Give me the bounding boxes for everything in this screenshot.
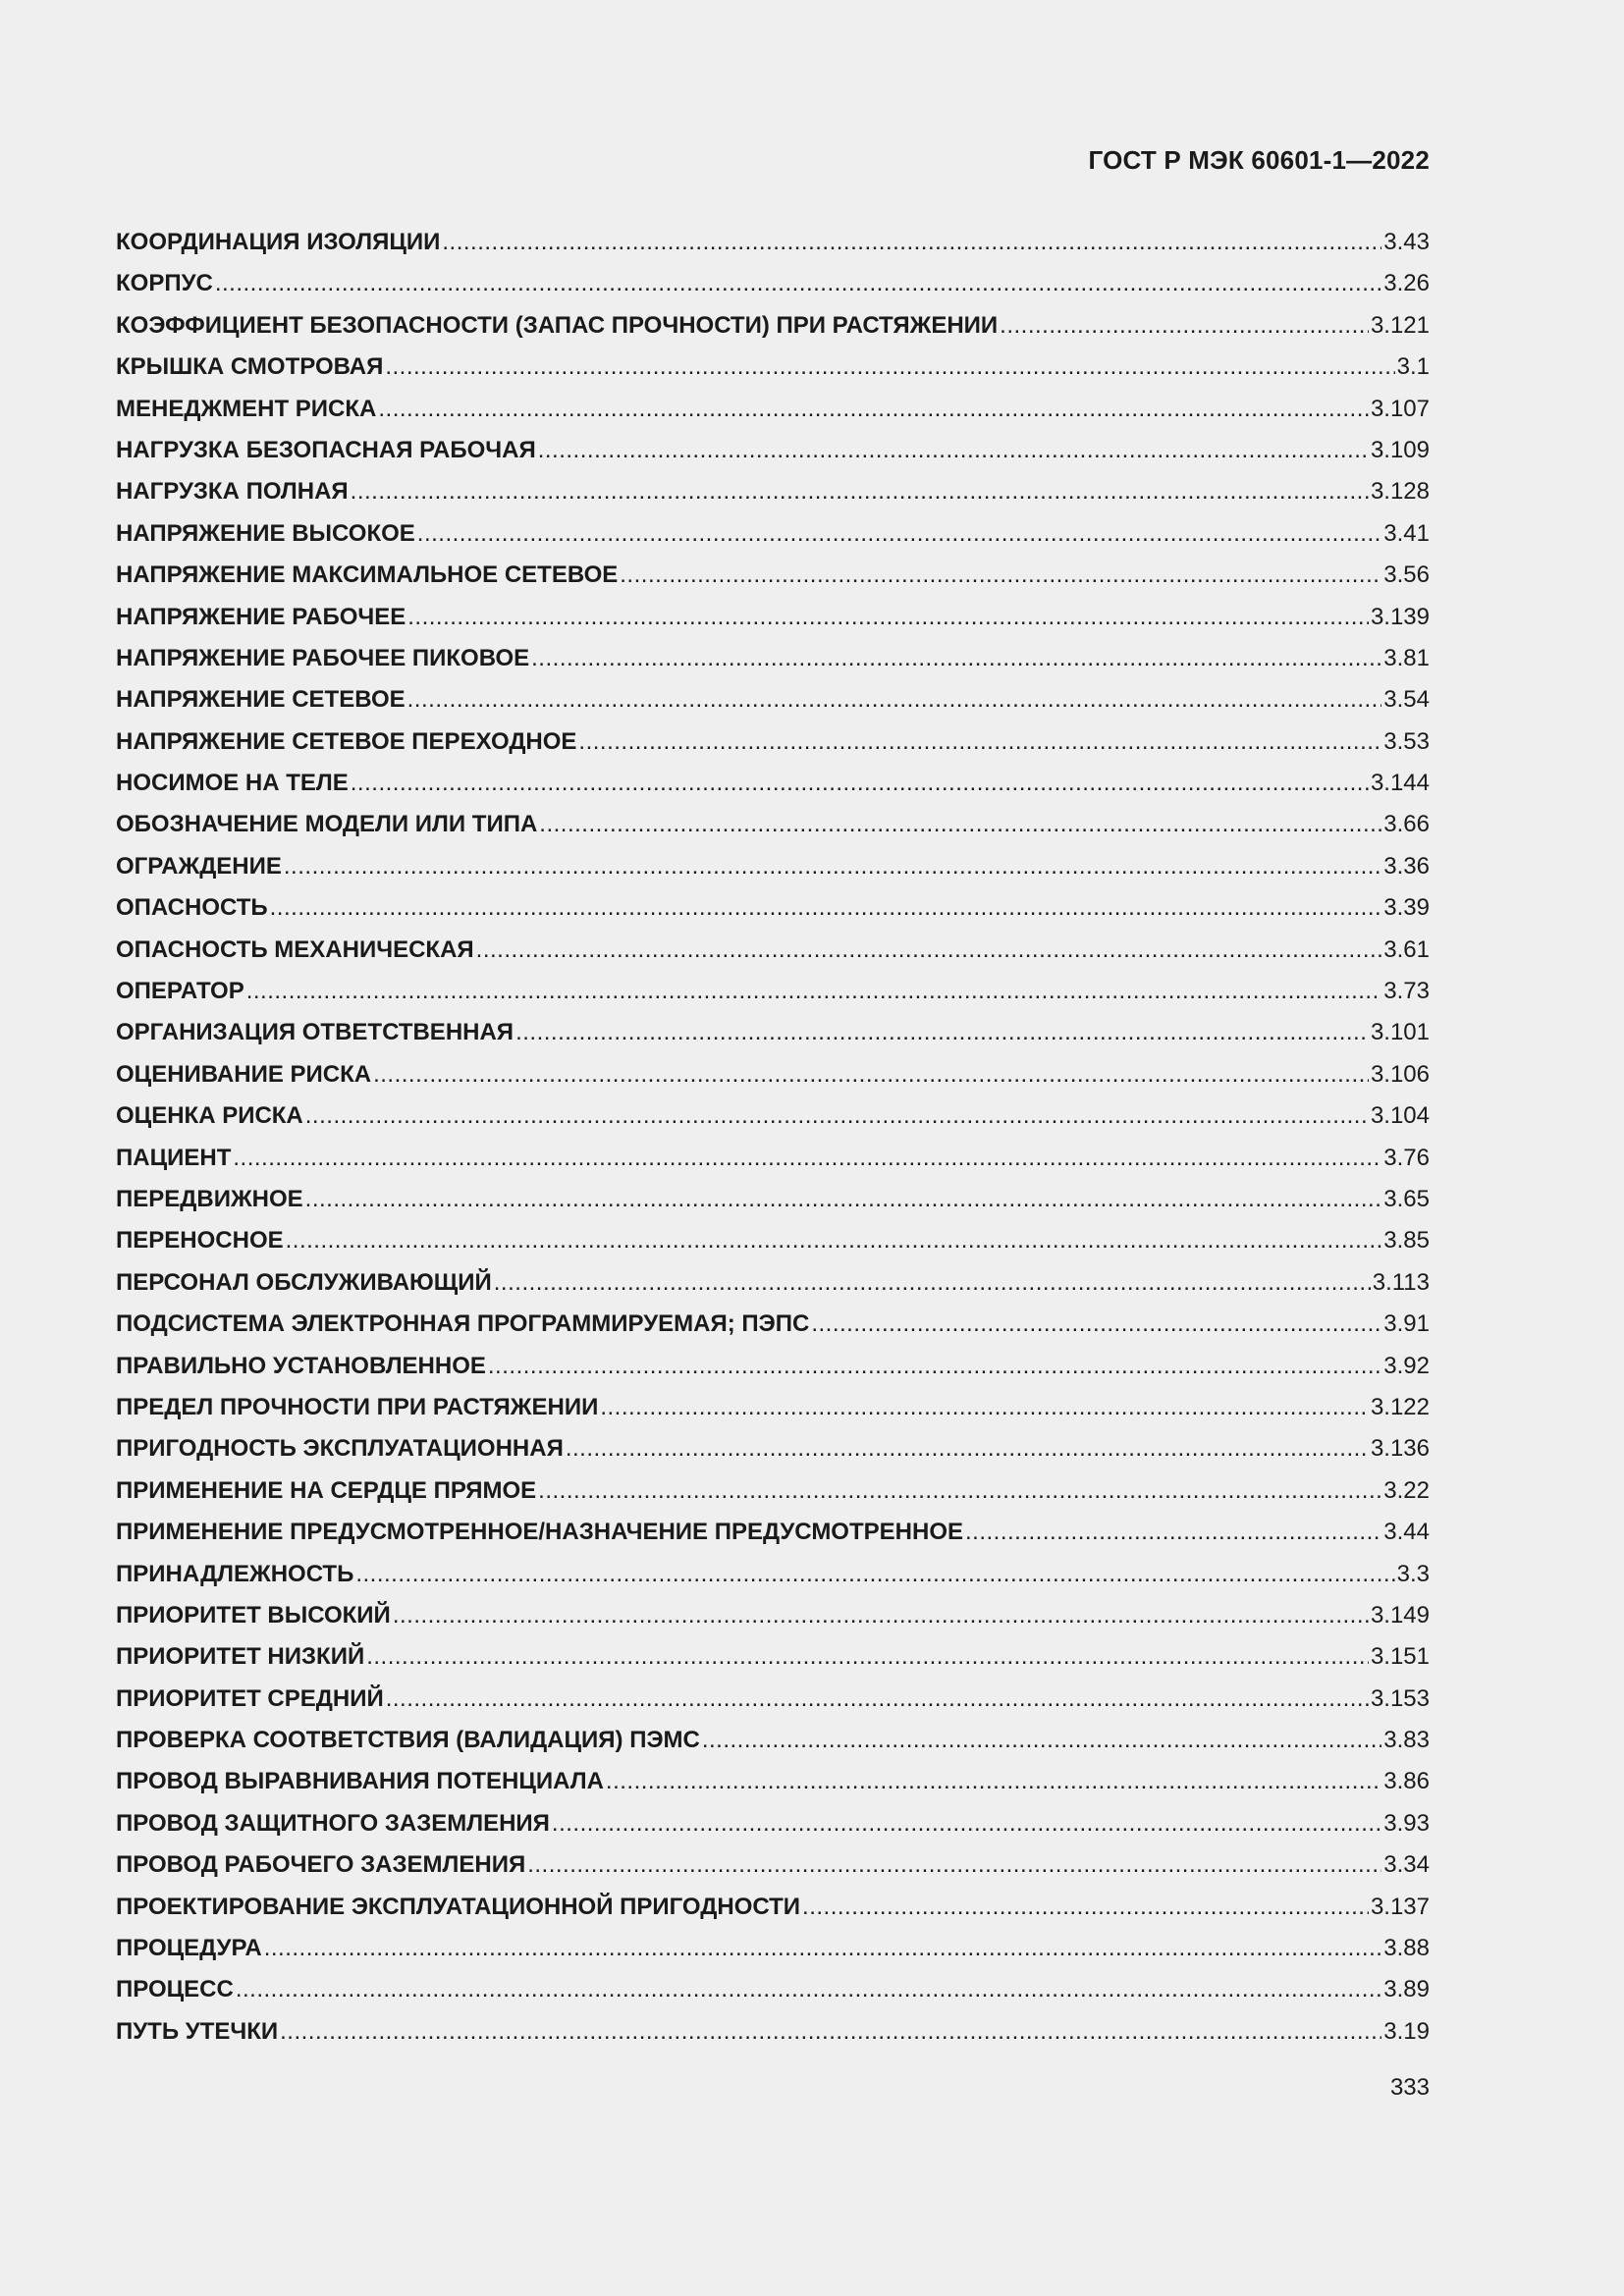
dot-leader bbox=[385, 347, 1394, 388]
index-entry-reference: 3.86 bbox=[1383, 1768, 1430, 1795]
dot-leader bbox=[811, 1304, 1381, 1345]
dot-leader bbox=[417, 513, 1382, 555]
index-entry bbox=[116, 930, 1430, 971]
index-entry bbox=[116, 1428, 1430, 1469]
dot-leader bbox=[215, 263, 1381, 304]
index-entry-term: НАГРУЗКА БЕЗОПАСНАЯ РАБОЧАЯ bbox=[116, 436, 536, 463]
index-entry bbox=[116, 1220, 1430, 1261]
index-entry-reference: 3.36 bbox=[1383, 852, 1430, 880]
dot-leader bbox=[606, 1761, 1381, 1802]
index-entry-reference: 3.153 bbox=[1370, 1684, 1430, 1712]
index-entry-reference: 3.137 bbox=[1370, 1893, 1430, 1920]
index-entry-term: ПРАВИЛЬНО УСТАНОВЛЕННОЕ bbox=[116, 1352, 486, 1379]
index-entry bbox=[116, 1969, 1430, 2010]
dot-leader bbox=[531, 638, 1381, 679]
dot-leader bbox=[566, 1428, 1369, 1469]
dot-leader bbox=[539, 804, 1381, 845]
dot-leader bbox=[305, 1179, 1382, 1220]
index-entry-term: ПЕРЕДВИЖНОЕ bbox=[116, 1185, 303, 1212]
index-entry-term: ОЦЕНКА РИСКА bbox=[116, 1102, 303, 1130]
index-entry bbox=[116, 1262, 1430, 1304]
index-entry-term: КОРПУС bbox=[116, 270, 213, 297]
index-entry bbox=[116, 638, 1430, 679]
dot-leader bbox=[527, 1844, 1381, 1886]
index-entry-reference: 3.19 bbox=[1383, 2017, 1430, 2045]
index-entry-term: ПРОВЕРКА СООТВЕТСТВИЯ (ВАЛИДАЦИЯ) ПЭМС bbox=[116, 1727, 700, 1754]
dot-leader bbox=[286, 1220, 1382, 1261]
index-entry-reference: 3.43 bbox=[1383, 229, 1430, 255]
dot-leader bbox=[1000, 305, 1369, 347]
index-entry-reference: 3.89 bbox=[1383, 1976, 1430, 2003]
index-entry-term: МЕНЕДЖМЕНТ РИСКА bbox=[116, 395, 377, 422]
index-entry-reference: 3.85 bbox=[1383, 1227, 1430, 1255]
index-entry bbox=[116, 1595, 1430, 1636]
index-entry-term: КРЫШКА СМОТРОВАЯ bbox=[116, 353, 384, 381]
dot-leader bbox=[476, 930, 1382, 971]
index-entry-term: НАПРЯЖЕНИЕ ВЫСОКОЕ bbox=[116, 519, 415, 547]
index-entry bbox=[116, 721, 1430, 763]
dot-leader bbox=[702, 1720, 1381, 1761]
index-entry-reference: 3.104 bbox=[1370, 1102, 1430, 1130]
index-entry-reference: 3.149 bbox=[1370, 1601, 1430, 1629]
index-entry bbox=[116, 305, 1430, 347]
terms-index-list bbox=[116, 222, 1430, 2053]
dot-leader bbox=[366, 1636, 1369, 1678]
index-entry-term: НАПРЯЖЕНИЕ РАБОЧЕЕ bbox=[116, 603, 406, 630]
dot-leader bbox=[965, 1512, 1381, 1553]
index-entry-reference: 3.44 bbox=[1383, 1519, 1430, 1546]
index-entry-reference: 3.41 bbox=[1383, 519, 1430, 547]
dot-leader bbox=[351, 471, 1369, 512]
dot-leader bbox=[233, 1138, 1381, 1179]
index-entry bbox=[116, 887, 1430, 929]
index-entry-term: НАПРЯЖЕНИЕ МАКСИМАЛЬНОЕ СЕТЕВОЕ bbox=[116, 561, 619, 589]
dot-leader bbox=[355, 1554, 1394, 1595]
dot-leader bbox=[264, 1928, 1382, 1969]
dot-leader bbox=[407, 679, 1382, 721]
dot-leader bbox=[393, 1595, 1369, 1636]
index-entry-term: ОПАСНОСТЬ МЕХАНИЧЕСКАЯ bbox=[116, 935, 474, 963]
index-entry-term: НАПРЯЖЕНИЕ СЕТЕВОЕ ПЕРЕХОДНОЕ bbox=[116, 727, 577, 755]
index-entry bbox=[116, 430, 1430, 471]
document-header-standard-id: ГОСТ Р МЭК 60601-1—2022 bbox=[1088, 145, 1430, 175]
index-entry-reference: 3.139 bbox=[1370, 603, 1430, 630]
index-entry bbox=[116, 1138, 1430, 1179]
index-entry-reference: 3.54 bbox=[1383, 686, 1430, 714]
index-entry-term: ПРЕДЕЛ ПРОЧНОСТИ ПРИ РАСТЯЖЕНИИ bbox=[116, 1393, 599, 1420]
dot-leader bbox=[236, 1969, 1381, 2010]
index-entry-term: НОСИМОЕ НА ТЕЛЕ bbox=[116, 770, 349, 797]
index-entry-term: ПРИМЕНЕНИЕ ПРЕДУСМОТРЕННОЕ/НАЗНАЧЕНИЕ ПРЕДУСМОТРЕННОЕ bbox=[116, 1519, 963, 1546]
dot-leader bbox=[494, 1262, 1371, 1304]
index-entry bbox=[116, 389, 1430, 430]
index-entry-reference: 3.39 bbox=[1383, 894, 1430, 922]
index-entry bbox=[116, 555, 1430, 596]
index-entry-term: ПРИОРИТЕТ НИЗКИЙ bbox=[116, 1643, 365, 1671]
index-entry bbox=[116, 1304, 1430, 1345]
index-entry-term: ПРОЦЕДУРА bbox=[116, 1935, 262, 1962]
index-entry-reference: 3.65 bbox=[1383, 1185, 1430, 1212]
dot-leader bbox=[488, 1346, 1381, 1387]
index-entry-reference: 3.122 bbox=[1370, 1393, 1430, 1420]
index-entry bbox=[116, 1512, 1430, 1553]
index-entry bbox=[116, 1679, 1430, 1720]
index-entry bbox=[116, 971, 1430, 1012]
index-entry-reference: 3.136 bbox=[1370, 1435, 1430, 1463]
index-entry-term: КОЭФФИЦИЕНТ БЕЗОПАСНОСТИ (ЗАПАС ПРОЧНОСТИ) ПРИ РАСТЯЖЕНИИ bbox=[116, 311, 999, 339]
dot-leader bbox=[378, 389, 1369, 430]
index-entry bbox=[116, 1095, 1430, 1137]
index-entry bbox=[116, 1054, 1430, 1095]
index-entry-reference: 3.73 bbox=[1383, 978, 1430, 1005]
index-entry bbox=[116, 1844, 1430, 1886]
index-entry-term: ОГРАЖДЕНИЕ bbox=[116, 852, 282, 880]
index-entry-term: ПЕРЕНОСНОЕ bbox=[116, 1227, 284, 1255]
index-entry bbox=[116, 763, 1430, 804]
page-number: 333 bbox=[1389, 2074, 1430, 2101]
index-entry bbox=[116, 263, 1430, 304]
index-entry-reference: 3.56 bbox=[1383, 561, 1430, 589]
dot-leader bbox=[802, 1887, 1369, 1928]
index-entry-reference: 3.3 bbox=[1396, 1560, 1430, 1587]
index-entry-reference: 3.106 bbox=[1370, 1060, 1430, 1088]
index-entry-reference: 3.53 bbox=[1383, 727, 1430, 755]
index-entry-term: ПРИНАДЛЕЖНОСТЬ bbox=[116, 1560, 354, 1587]
index-entry-term: НАПРЯЖЕНИЕ РАБОЧЕЕ ПИКОВОЕ bbox=[116, 644, 530, 671]
index-entry-term: ОБОЗНАЧЕНИЕ МОДЕЛИ ИЛИ ТИПА bbox=[116, 811, 538, 838]
dot-leader bbox=[351, 763, 1369, 804]
dot-leader bbox=[515, 1012, 1369, 1053]
dot-leader bbox=[552, 1803, 1381, 1844]
index-entry-term: НАГРУЗКА ПОЛНАЯ bbox=[116, 478, 349, 506]
index-entry bbox=[116, 804, 1430, 845]
index-entry-term: ПРОЕКТИРОВАНИЕ ЭКСПЛУАТАЦИОННОЙ ПРИГОДНОСТИ bbox=[116, 1893, 801, 1920]
index-entry-reference: 3.22 bbox=[1383, 1476, 1430, 1504]
index-entry-term: ПРИОРИТЕТ СРЕДНИЙ bbox=[116, 1684, 384, 1712]
index-entry bbox=[116, 1179, 1430, 1220]
dot-leader bbox=[620, 555, 1381, 596]
index-entry-reference: 3.121 bbox=[1370, 311, 1430, 339]
index-entry bbox=[116, 1803, 1430, 1844]
index-entry-reference: 3.76 bbox=[1383, 1144, 1430, 1171]
index-entry-term: ОПЕРАТОР bbox=[116, 978, 244, 1005]
index-entry bbox=[116, 597, 1430, 638]
index-entry-reference: 3.151 bbox=[1370, 1643, 1430, 1671]
dot-leader bbox=[280, 2011, 1381, 2053]
dot-leader bbox=[284, 846, 1381, 887]
index-entry-reference: 3.92 bbox=[1383, 1352, 1430, 1379]
index-entry-reference: 3.113 bbox=[1372, 1268, 1430, 1296]
index-entry bbox=[116, 1387, 1430, 1428]
index-entry-term: ПРИГОДНОСТЬ ЭКСПЛУАТАЦИОННАЯ bbox=[116, 1435, 564, 1463]
index-entry-term: КООРДИНАЦИЯ ИЗОЛЯЦИИ bbox=[116, 229, 441, 255]
index-entry-reference: 3.109 bbox=[1370, 436, 1430, 463]
index-entry-term: ПАЦИЕНТ bbox=[116, 1144, 232, 1171]
index-entry-reference: 3.61 bbox=[1383, 935, 1430, 963]
index-entry-term: ПУТЬ УТЕЧКИ bbox=[116, 2017, 279, 2045]
index-entry-reference: 3.128 bbox=[1370, 478, 1430, 506]
index-entry bbox=[116, 471, 1430, 512]
index-entry bbox=[116, 2011, 1430, 2053]
index-entry bbox=[116, 1928, 1430, 1969]
index-entry-term: ПРИОРИТЕТ ВЫСОКИЙ bbox=[116, 1601, 391, 1629]
index-entry bbox=[116, 846, 1430, 887]
index-entry bbox=[116, 679, 1430, 721]
index-entry-reference: 3.107 bbox=[1370, 395, 1430, 422]
index-entry-reference: 3.66 bbox=[1383, 811, 1430, 838]
index-entry-term: ПЕРСОНАЛ ОБСЛУЖИВАЮЩИЙ bbox=[116, 1268, 492, 1296]
index-entry-reference: 3.88 bbox=[1383, 1935, 1430, 1962]
index-entry bbox=[116, 1346, 1430, 1387]
index-entry-reference: 3.91 bbox=[1383, 1310, 1430, 1338]
dot-leader bbox=[442, 222, 1381, 263]
index-entry bbox=[116, 1761, 1430, 1802]
index-entry-term: ПРОВОД РАБОЧЕГО ЗАЗЕМЛЕНИЯ bbox=[116, 1851, 526, 1879]
index-entry-term: ОРГАНИЗАЦИЯ ОТВЕТСТВЕННАЯ bbox=[116, 1019, 514, 1046]
index-entry-reference: 3.81 bbox=[1383, 644, 1430, 671]
index-entry-reference: 3.93 bbox=[1383, 1809, 1430, 1837]
dot-leader bbox=[578, 721, 1381, 763]
index-entry-reference: 3.26 bbox=[1383, 270, 1430, 297]
index-entry-term: НАПРЯЖЕНИЕ СЕТЕВОЕ bbox=[116, 686, 406, 714]
index-entry bbox=[116, 1887, 1430, 1928]
dot-leader bbox=[538, 1470, 1381, 1512]
index-entry-term: ПРОЦЕСС bbox=[116, 1976, 234, 2003]
index-entry-reference: 3.1 bbox=[1396, 353, 1430, 381]
index-entry-term: ПОДСИСТЕМА ЭЛЕКТРОННАЯ ПРОГРАММИРУЕМАЯ; ПЭПС bbox=[116, 1310, 810, 1338]
index-entry-reference: 3.83 bbox=[1383, 1727, 1430, 1754]
index-entry-term: ОЦЕНИВАНИЕ РИСКА bbox=[116, 1060, 372, 1088]
index-entry bbox=[116, 1554, 1430, 1595]
index-entry-reference: 3.34 bbox=[1383, 1851, 1430, 1879]
index-entry-term: ОПАСНОСТЬ bbox=[116, 894, 268, 922]
dot-leader bbox=[246, 971, 1382, 1012]
index-entry-reference: 3.144 bbox=[1370, 770, 1430, 797]
index-entry-reference: 3.101 bbox=[1370, 1019, 1430, 1046]
dot-leader bbox=[305, 1095, 1369, 1137]
dot-leader bbox=[386, 1679, 1369, 1720]
index-entry-term: ПРОВОД ВЫРАВНИВАНИЯ ПОТЕНЦИАЛА bbox=[116, 1768, 604, 1795]
dot-leader bbox=[600, 1387, 1369, 1428]
dot-leader bbox=[407, 597, 1369, 638]
dot-leader bbox=[538, 430, 1369, 471]
dot-leader bbox=[373, 1054, 1369, 1095]
index-entry bbox=[116, 1012, 1430, 1053]
index-entry bbox=[116, 347, 1430, 388]
index-entry-term: ПРОВОД ЗАЩИТНОГО ЗАЗЕМЛЕНИЯ bbox=[116, 1809, 550, 1837]
index-entry bbox=[116, 1636, 1430, 1678]
index-entry bbox=[116, 1720, 1430, 1761]
index-entry bbox=[116, 222, 1430, 263]
index-entry bbox=[116, 1470, 1430, 1512]
index-entry-term: ПРИМЕНЕНИЕ НА СЕРДЦЕ ПРЯМОЕ bbox=[116, 1476, 537, 1504]
dot-leader bbox=[270, 887, 1382, 929]
index-entry bbox=[116, 513, 1430, 555]
